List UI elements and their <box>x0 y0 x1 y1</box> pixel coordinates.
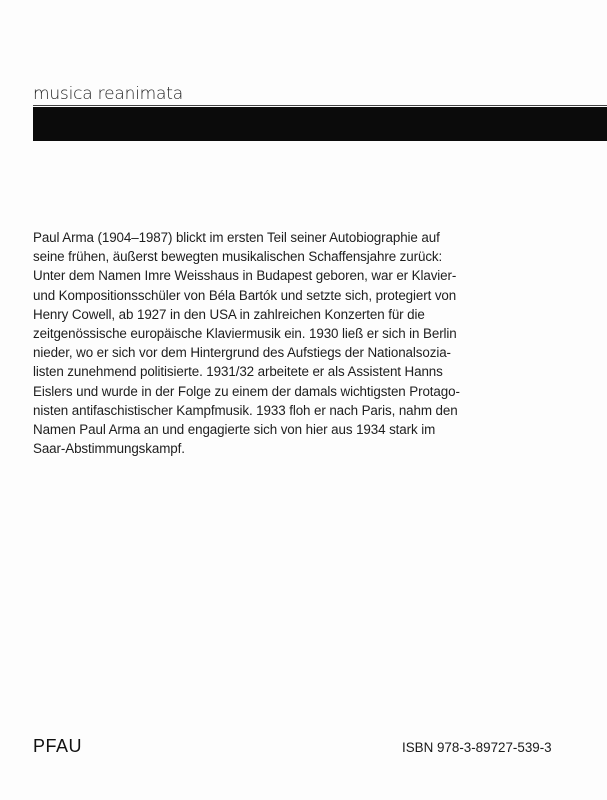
publisher-logo-text: PFAU <box>33 736 83 756</box>
blurb-line: Unter dem Namen Imre Weisshaus in Budapest geboren, war er Klavier- <box>33 268 457 284</box>
blurb-line: Henry Cowell, ab 1927 in den USA in zahlreichen Konzerten für die <box>33 306 425 322</box>
blurb-line: zeitgenössische europäische Klaviermusik ein. 1930 ließ er sich in Berlin <box>33 326 457 342</box>
blurb-line: Namen Paul Arma an und engagierte sich von hier aus 1934 stark im <box>33 422 436 438</box>
blurb-line: Eislers und wurde in der Folge zu einem der damals wichtigsten Protago- <box>33 383 460 399</box>
blurb-line: Saar-Abstimmungskampf. <box>33 441 185 457</box>
blurb-text <box>33 228 593 458</box>
blurb-line: seine frühen, äußerst bewegten musikalischen Schaffensjahre zurück: <box>33 249 443 265</box>
blurb-line: und Kompositionsschüler von Béla Bartók und setzte sich, protegiert von <box>33 287 457 303</box>
blurb-line: nieder, wo er sich vor dem Hintergrund des Aufstiegs der Nationalsozia- <box>33 345 451 361</box>
series-rule <box>33 105 607 106</box>
blurb-line: Paul Arma (1904–1987) blickt im ersten Teil seiner Autobiographie auf <box>33 230 440 245</box>
blurb-line: nisten antifaschistischer Kampfmusik. 1933 floh er nach Paris, nahm den <box>33 402 458 418</box>
blurb-line: listen zunehmend politisierte. 1931/32 arbeitete er als Assistent Hanns <box>33 364 443 380</box>
series-title: musica reanimata <box>33 84 183 104</box>
isbn-number: ISBN 978-3-89727-539-3 <box>402 740 552 755</box>
series-black-bar <box>33 107 607 141</box>
